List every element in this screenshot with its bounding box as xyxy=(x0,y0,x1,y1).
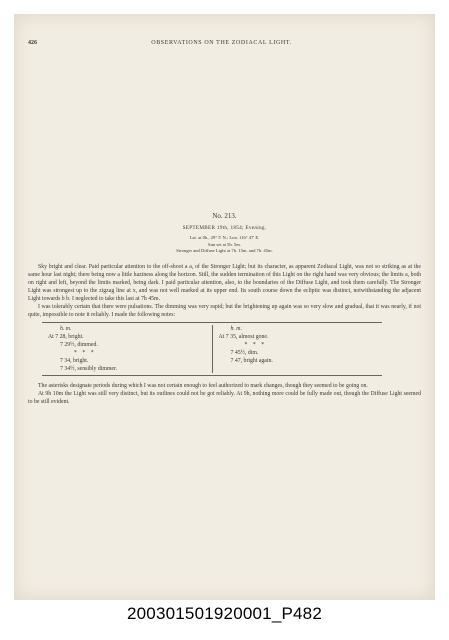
note-row: 7 34, bright. xyxy=(60,357,89,364)
note-row: 7 29½, dimmed. xyxy=(60,341,98,348)
page-body xyxy=(28,212,421,406)
notes-column-left xyxy=(42,325,212,373)
entry-position: Lat. at 0h., 29° 5' N.; Lon. 116° 47' E. xyxy=(189,235,260,240)
paragraph-pulsations: I was tolerably certain that there were pulsations. The dimming was very rapid; but the brightening up again was so very slow and gradual, that it was nearly, if not quite, impossible to note it reliably. I made the following notes: xyxy=(28,303,421,318)
page-header xyxy=(28,40,415,50)
paragraph-asterisks: The asterisks designate periods during which I was not certain enough to feel authorized to mark changes, though they seemed to be going on. xyxy=(38,382,368,389)
notes-time-header: h. m. xyxy=(60,325,72,332)
note-row: 7 45½, dim. xyxy=(230,349,259,356)
entry-date: SEPTEMBER 19th, 1854; Evening. xyxy=(182,225,267,231)
asterisk-row: * * * xyxy=(244,341,267,348)
notes-time-header: h. m. xyxy=(230,325,242,332)
entry-sunset: Sun set at 5h. 5m. xyxy=(208,241,241,247)
running-title: OBSERVATIONS ON THE ZODIACAL LIGHT. xyxy=(151,40,292,46)
scanned-page xyxy=(14,14,435,600)
notes-column-right xyxy=(212,325,383,373)
entry-meta xyxy=(28,235,421,255)
image-caption: 200301501920001_P482 xyxy=(127,604,322,623)
page-number: 426 xyxy=(28,40,37,46)
notes-table xyxy=(42,322,382,376)
note-row: At 7 35, almost gone. xyxy=(218,333,269,340)
note-row: At 7 28, bright. xyxy=(48,333,84,340)
note-row: 7 47, bright again. xyxy=(230,357,273,364)
note-row: 7 34½, sensibly dimmer. xyxy=(60,365,118,372)
entry-lights: Stronger and Diffuse Light at 7h. 15m. and 7h. 45m. xyxy=(176,248,273,253)
paragraph-closing: At 9h 10m the Light was still very distinct, but its outlines could not be got reliably. At 9h, nothing more could be fully made out, though the Diffuse Light seemed to be still evident. xyxy=(28,390,421,405)
entry-number: No. 213. xyxy=(212,212,237,220)
asterisk-row: * * * xyxy=(74,349,96,356)
paragraph-observation: Sky bright and clear. Paid particular attention to the off-shoot a a, of the Stronger Light; but its character, as apparent Zodiacal Light, was not so striking as at the same hour last night; there being now a little haziness along the horizon. Still, the sudden termination of this Light on the right hand was very obvious; the limits a, both on right and left, beyond the limits marked, being dark. I paid particular attention, also, to the boundaries of the Diffuse Light, and took them carefully. The Stronger Light was strongest up to the zigzag line at x, and was not well marked at its upper end. Its south course down the ecliptic was distinct, notwithstanding the adjacent Light towards b b. I neglected to take this last at 7h 45m. xyxy=(28,263,421,302)
